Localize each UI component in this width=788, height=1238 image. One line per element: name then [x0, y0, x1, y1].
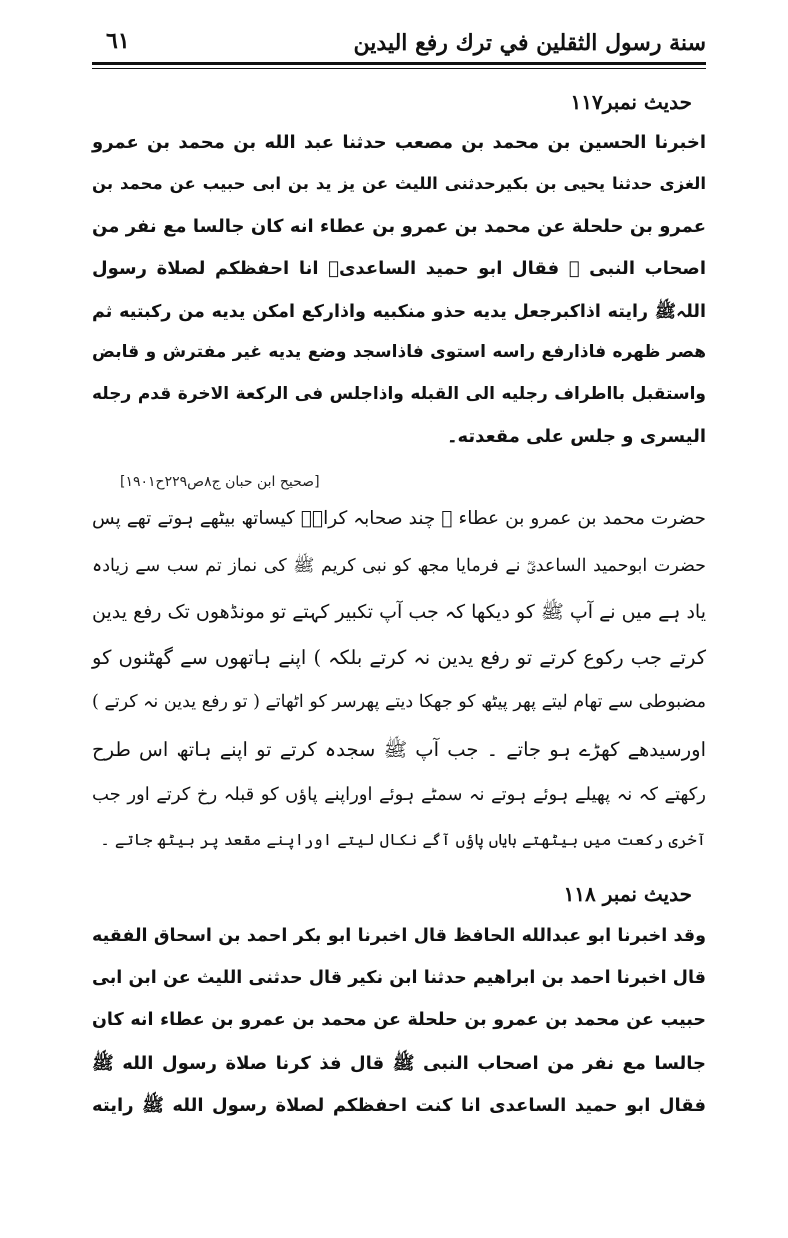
arabic-text-line: اللہﷺ رایته اذاکبرجعل یدیه حذو منکبیه واذارکع امکن یدیه من رکبتیه ثم: [92, 302, 706, 322]
arabic-text-line: عمرو بن حلحلة عن محمد بن عمرو بن عطاء انه كان جالسا مع نفر من: [92, 216, 706, 237]
header-rule-thin: [92, 68, 706, 69]
urdu-translation-line: آخری رکعت میں بیٹھتے بایاں پاؤں آگے نکال لیتے اوراپنے مقعد پر بیٹھ جاتے ۔: [100, 830, 706, 849]
urdu-translation-line: مضبوطی سے تھام لیتے پھر پیٹھ کو جھکا دیتے پھرسر کو اٹھاتے ( تو رفع یدین نہ کرتے ): [92, 692, 706, 712]
arabic-text-line: واستقبل بااطراف رجلیه الی القبله واذاجلس فی الرکعة الاخرة قدم رجله: [92, 384, 706, 404]
urdu-translation-line: کرتے جب رکوع کرتے تو رفع یدین نہ کرتے بلکہ ) اپنے ہاتھوں سے گھٹنوں کو: [92, 646, 706, 669]
arabic-text-line: حبیب عن محمد بن عمرو بن حلحلة عن محمد بن عمرو بن عطاء انه کان: [92, 1010, 706, 1030]
page-header: [92, 22, 706, 66]
arabic-text-line: الغزی حدثنا یحیی بن بکیرحدثنی اللیث عن یز ید بن ابی حبیب عن محمد بن: [92, 174, 706, 193]
hadith-117-reference: [صحیح ابن حبان ج۸ص۲۲۹ح۱۹۰۱]: [120, 474, 320, 490]
urdu-translation-line: یاد ہے میں نے آپ ﷺ کو دیکھا کہ جب آپ تکبیر کہتے تو مونڈھوں تک رفع یدین: [92, 601, 706, 623]
hadith-117-heading: حدیث نمبر۱۱۷: [570, 90, 692, 114]
urdu-translation-line: حضرت محمد بن عمرو بن عطاء ؒ چند صحابہ کرامؓ کیساتھ بیٹھے ہوتے تھے پس: [92, 508, 706, 529]
hadith-118-heading: حدیث نمبر ۱۱۸: [563, 882, 692, 906]
page-number: ٦١: [106, 28, 130, 54]
arabic-text-line: اخبرنا الحسين بن محمد بن مصعب حدثنا عبد الله بن محمد بن عمرو: [92, 132, 706, 153]
arabic-text-line: الیسری و جلس علی مقعدته۔: [446, 426, 706, 447]
urdu-translation-line: رکھتے کہ نہ پھیلے ہوئے ہوتے نہ سمٹے ہوئے اوراپنے پاؤں کو قبلہ رخ کرتے اور جب: [92, 784, 706, 805]
arabic-text-line: فقال ابو حمید الساعدی انا کنت احفظکم لصلاة رسول الله ﷺ رایته: [92, 1095, 706, 1116]
arabic-text-line: قال اخبرنا احمد بن ابراهیم حدثنا ابن نکیر قال حدثنی اللیث عن ابن ابی: [92, 968, 706, 988]
arabic-text-line: هصر ظهره فاذارفع راسه استوی فاذاسجد وضع یدیه غیر مفترش و قابض: [92, 342, 706, 362]
running-title: سنة رسول الثقلين في ترك رفع اليدين: [353, 30, 706, 56]
arabic-text-line: جالسا مع نفر من اصحاب النبی ﷺ قال فذ کرنا صلاة رسول الله ﷺ: [92, 1053, 706, 1074]
urdu-translation-line: حضرت ابوحمید الساعدیؓ نے فرمایا مجھ کو نبی کریم ﷺ کی نماز تم سب سے زیادہ: [92, 556, 706, 576]
arabic-text-line: وقد اخبرنا ابو عبدالله الحافظ قال اخبرنا ابو بکر احمد بن اسحاق الفقیه: [92, 926, 706, 946]
header-rule-thick: [92, 62, 706, 65]
urdu-translation-line: اورسیدھے کھڑے ہو جاتے ۔ جب آپ ﷺ سجدہ کرتے تو اپنے ہاتھ اس طرح: [92, 738, 706, 761]
arabic-text-line: اصحاب النبی ﷺ فقال ابو حمید الساعدیؓ انا احفظکم لصلاة رسول: [92, 258, 706, 279]
